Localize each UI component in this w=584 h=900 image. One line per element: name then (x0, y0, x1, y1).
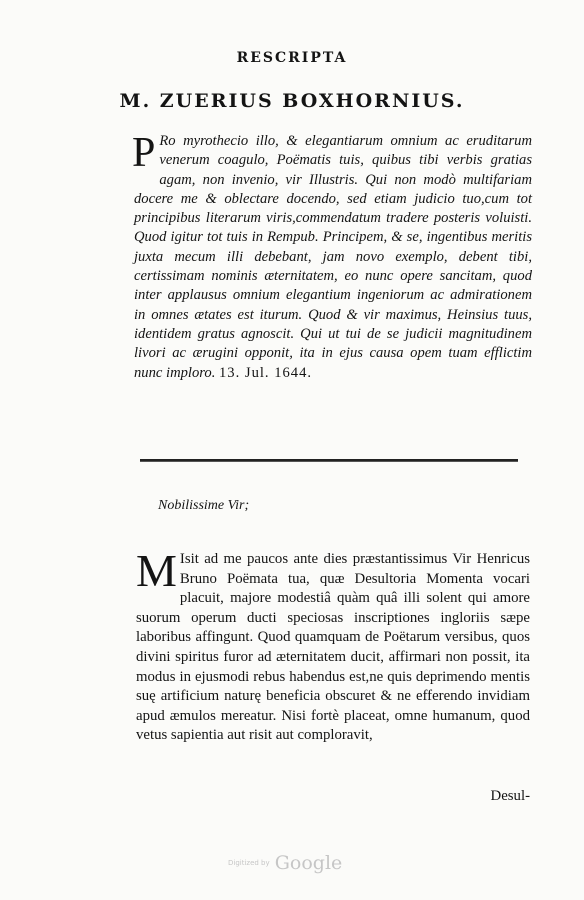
letter-date: 13. Jul. 1644. (219, 364, 313, 381)
catchword: Desul- (490, 788, 530, 804)
italic-letter-body: Ro myrothecio illo, & elegantiarum omnium ac eruditarum venerum coagulo, Poëmatis tuis, quibus tibi verbis gratias agam, non invenio, vir Illustris. Qui non modò multifariam docere me & oblectare docendo, sed etiam judicio tuo,cum tot principibus literarum viris,commendatum tradere posteris voluisti. Quod igitur tot tuis in Rempub. Principem, & se, ingentibus meritis juxta mecum illi debebant, jam novo exemplo, debent tibi, certissimam nominis æternitatem, eo nunc opere sancitam, quod inter applausus omnium elegantium ingeniorum ac admirationem in omnes ætates est iturum. Quod & vir maximus, Heinsius tuus, identidem gratus agnoscit. Qui ut tui de se judicii magnitudinem livori ac ærugini opponit, ita in ejus causa opem tuam efflictim nunc imploro. (134, 133, 532, 381)
author-heading: M. ZUERIUS BOXHORNIUS. (119, 90, 465, 112)
digitization-watermark (228, 852, 342, 874)
running-head: RESCRIPTA (236, 50, 348, 66)
roman-letter-paragraph (136, 545, 530, 746)
roman-letter-body: Isit ad me paucos ante dies præstantissimus Vir Henricus Bruno Poëmata tua, quæ Desultoria Momenta vocari placuit, majore modestiâ quàm quâ illi solent qui amore suorum operum ducti speciosas inscriptiones ingloriis sæpe laboribus affingunt. Quod quamquam de Poëtarum versibus, quos divini spiritus furor ad æternitatem ducit, affirmari non possit, ita modus in ejusmodi rebus habendus est,ne quis deprimendo mentis suę artificium naturę beneficia obscuret & ne efferendo invidiam apud æmulos mereatur. Nisi fortè placeat, omne humanum, quod vetus sapientia aut risit aut comploravit, (136, 551, 530, 744)
roman-letter-initial: M (136, 545, 177, 596)
google-logo-text: Google (274, 852, 343, 874)
italic-letter-paragraph (134, 132, 532, 383)
italic-letter-initial: P (132, 130, 156, 176)
section-divider-rule (140, 459, 518, 462)
salutation: Nobilissime Vir; (158, 498, 250, 513)
watermark-small-text: Digitized by (228, 859, 270, 867)
